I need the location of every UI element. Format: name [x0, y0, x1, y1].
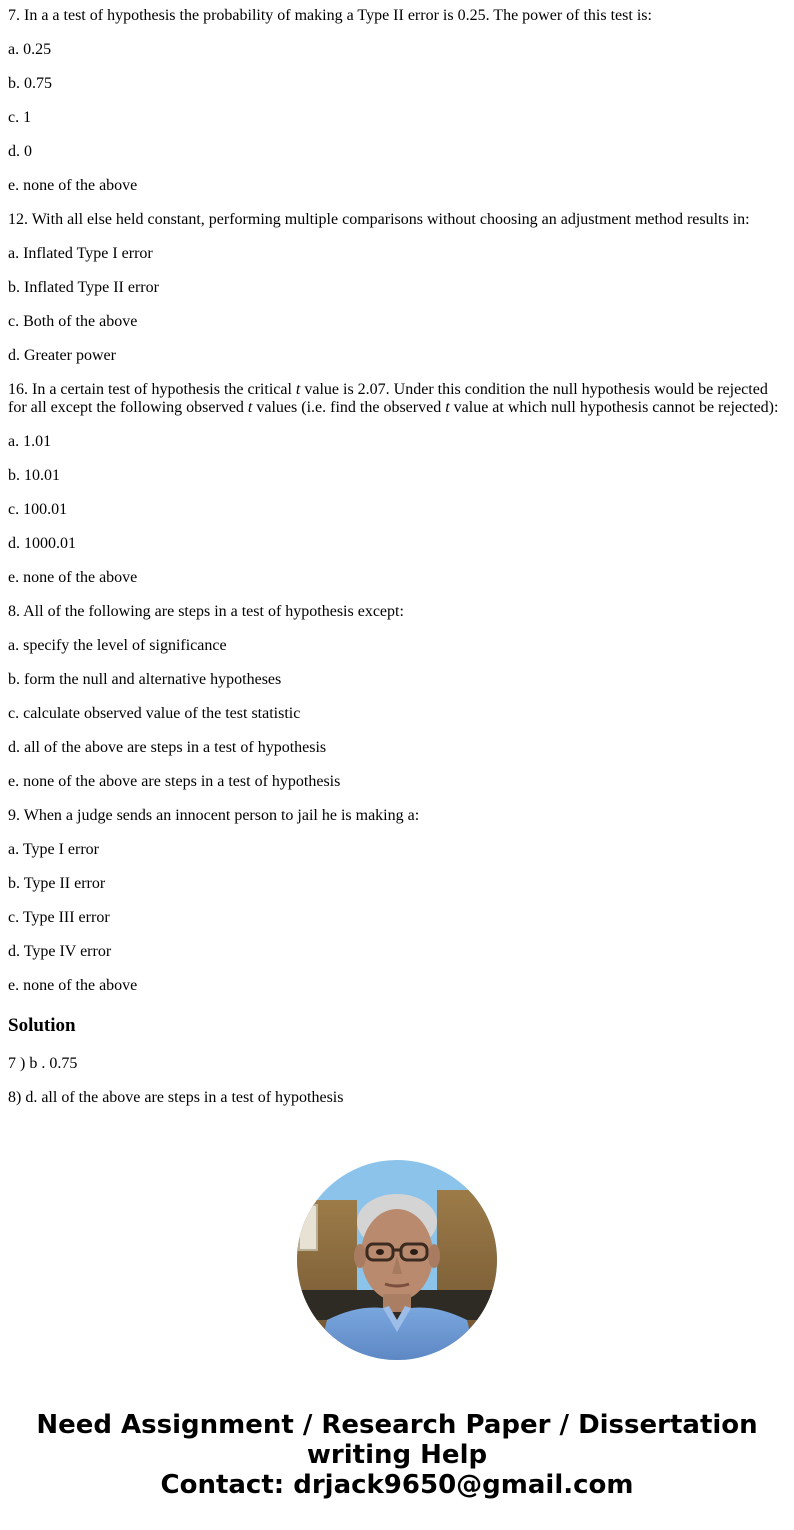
document-body	[0, 7, 794, 1107]
question-block-7	[8, 7, 786, 195]
option: c. calculate observed value of the test statistic	[8, 705, 301, 722]
option: d. 0	[8, 143, 32, 160]
answer-line: 7 ) b . 0.75	[8, 1055, 78, 1072]
question-text: 7. In a a test of hypothesis the probability of making a Type II error is 0.25. The power of this test is:	[8, 7, 652, 24]
question-block-16	[8, 381, 786, 587]
window-frame	[299, 1205, 317, 1250]
option: d. Greater power	[8, 347, 116, 364]
question-text: 12. With all else held constant, performing multiple comparisons without choosing an adjustment method results in:	[8, 211, 750, 228]
option: a. 1.01	[8, 433, 52, 450]
question-block-8	[8, 603, 786, 791]
promo-banner	[0, 1410, 794, 1500]
question-text	[8, 381, 786, 417]
promo-line: writing Help	[306, 1440, 488, 1470]
option: b. 0.75	[8, 75, 52, 92]
promo-contact: Contact: drjack9650@gmail.com	[160, 1470, 634, 1500]
option: c. 100.01	[8, 501, 68, 518]
option: c. 1	[8, 109, 32, 126]
option: d. all of the above are steps in a test of hypothesis	[8, 739, 327, 756]
solution-heading: Solution	[8, 1015, 76, 1036]
question-block-12	[8, 211, 786, 365]
eye-right	[410, 1249, 418, 1255]
question-block-9	[8, 807, 786, 995]
option: d. 1000.01	[8, 535, 76, 552]
option: e. none of the above	[8, 977, 138, 994]
italic-t: t	[445, 399, 450, 416]
option: e. none of the above	[8, 177, 138, 194]
option: b. Type II error	[8, 875, 106, 892]
question-text-part: values (i.e. find the observed	[252, 399, 446, 416]
eye-left	[376, 1249, 384, 1255]
option: e. none of the above are steps in a test of hypothesis	[8, 773, 341, 790]
question-text: 9. When a judge sends an innocent person to jail he is making a:	[8, 807, 420, 824]
option: c. Both of the above	[8, 313, 138, 330]
question-text: 8. All of the following are steps in a test of hypothesis except:	[8, 603, 404, 620]
option: d. Type IV error	[8, 943, 112, 960]
option: a. 0.25	[8, 41, 52, 58]
option: a. specify the level of significance	[8, 637, 227, 654]
italic-t: t	[295, 381, 301, 398]
option: a. Type I error	[8, 841, 99, 858]
answer-line: 8) d. all of the above are steps in a test of hypothesis	[8, 1089, 344, 1106]
promo-line: Need Assignment / Research Paper / Dissertation	[36, 1410, 758, 1440]
option: b. 10.01	[8, 467, 60, 484]
question-text-part: value at which null hypothesis cannot be rejected):	[449, 399, 779, 416]
ear-left	[354, 1244, 366, 1268]
option: b. form the null and alternative hypotheses	[8, 671, 282, 688]
ear-right	[428, 1244, 440, 1268]
question-text-part: 16. In a certain test of hypothesis the critical	[8, 381, 296, 398]
option: a. Inflated Type I error	[8, 245, 153, 262]
option: b. Inflated Type II error	[8, 279, 159, 296]
option: c. Type III error	[8, 909, 110, 926]
avatar	[297, 1160, 497, 1360]
tutor-photo-icon	[297, 1160, 497, 1360]
question-text-part: value is 2.07. Under this condition the null hypothesis would be rejected for all except the following observed	[8, 381, 768, 416]
option: e. none of the above	[8, 569, 138, 586]
italic-t: t	[247, 399, 253, 416]
solution-answers	[8, 1055, 786, 1107]
